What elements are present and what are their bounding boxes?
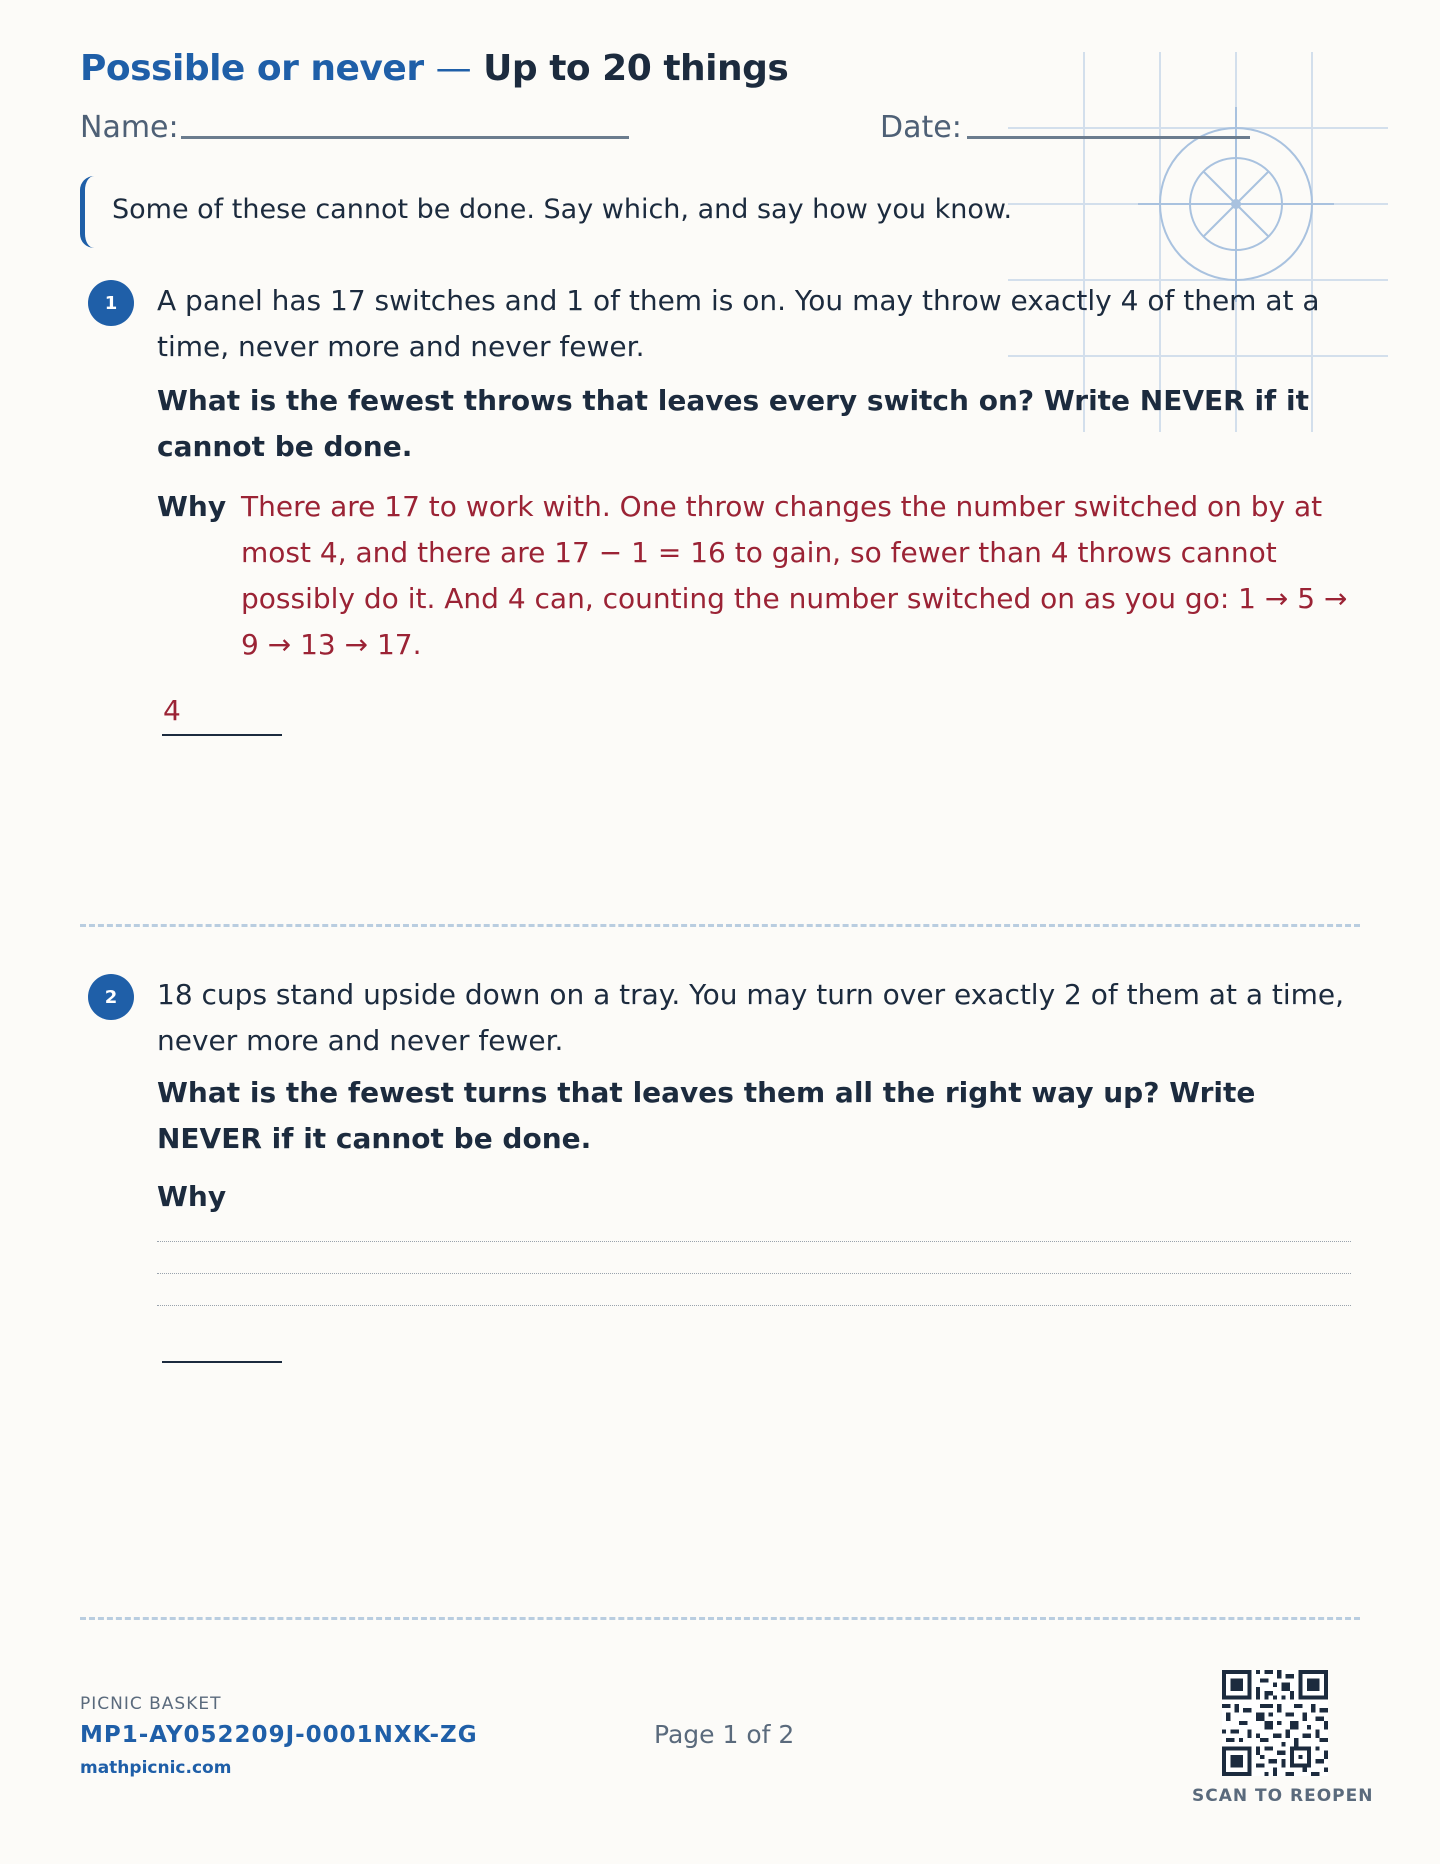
title-topic: Possible or never (80, 48, 424, 89)
question-number-badge: 2 (88, 974, 134, 1020)
answer-value[interactable]: 4 (163, 694, 181, 727)
worksheet-title (80, 48, 788, 89)
title-level: Up to 20 things (483, 48, 789, 89)
instruction-callout (80, 176, 1013, 248)
writing-line[interactable] (157, 1273, 1351, 1274)
title-separator: — (435, 48, 472, 89)
callout-bracket (80, 176, 99, 248)
footer-brand: PICNIC BASKET (80, 1694, 222, 1714)
answer-line[interactable] (162, 1361, 282, 1363)
date-field[interactable] (967, 136, 1250, 139)
name-field[interactable] (181, 136, 629, 139)
writing-line[interactable] (157, 1241, 1351, 1242)
section-divider (80, 924, 1360, 927)
page-indicator: Page 1 of 2 (654, 1720, 795, 1749)
question-prompt: What is the fewest turns that leaves them all the right way up? Write NEVER if it cannot be done. (157, 1076, 1256, 1155)
instruction-text: Some of these cannot be done. Say which, and say how you know. (112, 194, 1013, 225)
qr-caption: SCAN TO REOPEN (1192, 1786, 1374, 1806)
date-label: Date: (880, 110, 962, 145)
question-prompt: What is the fewest throws that leaves every switch on? Write NEVER if it cannot be done. (157, 384, 1309, 463)
worksheet-code: MP1-AY052209J-0001NXK-ZG (80, 1722, 478, 1748)
site-link[interactable]: mathpicnic.com (80, 1758, 232, 1778)
target-grid-decoration (1008, 52, 1388, 432)
question-text: A panel has 17 switches and 1 of them is on. You may throw exactly 4 of them at a time, never more and never fewer. (157, 284, 1320, 363)
why-label: Why (157, 490, 227, 523)
footer-divider (80, 1617, 1360, 1620)
answer-line[interactable] (162, 734, 282, 736)
why-label: Why (157, 1180, 227, 1213)
name-label: Name: (80, 110, 179, 145)
qr-code-icon[interactable] (1222, 1670, 1328, 1776)
question-text: 18 cups stand upside down on a tray. You may turn over exactly 2 of them at a time, never more and never fewer. (157, 978, 1345, 1057)
question-number-badge: 1 (88, 280, 134, 326)
writing-line[interactable] (157, 1305, 1351, 1306)
why-answer-text[interactable]: There are 17 to work with. One throw changes the number switched on by at most 4, and there are 17 − 1 = 16 to gain, so fewer than 4 throws cannot possibly do it. And 4 can, counting the number switched on as you go: 1 → 5 → 9 → 13 → 17. (241, 490, 1348, 661)
